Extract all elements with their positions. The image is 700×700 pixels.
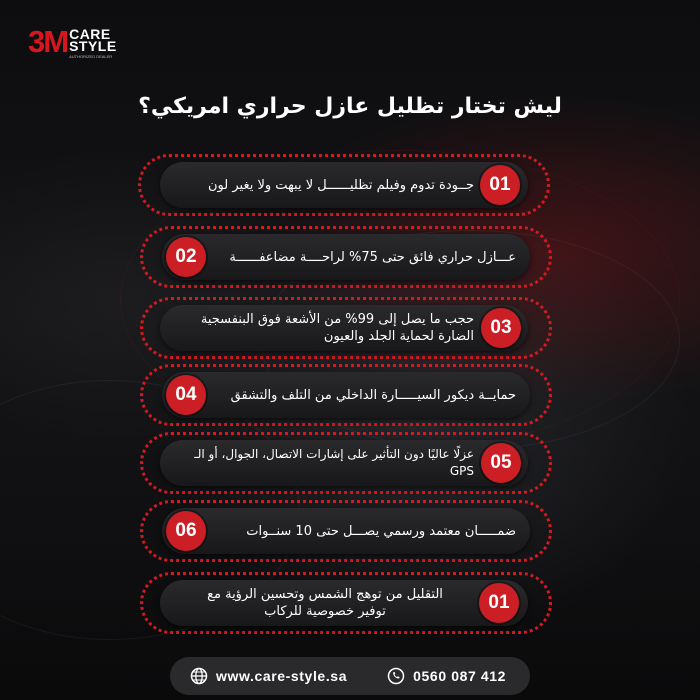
feature-text [176,586,474,620]
website-contact[interactable] [190,667,347,685]
feature-item [0,501,700,561]
phone-icon [387,667,405,685]
feature-text-line: حجب ما يصل إلى 99% من الأشعة فوق البنفسجية [200,312,474,327]
feature-item [0,298,700,358]
feature-item [0,227,700,287]
page-title: ليش تختار تظليل عازل حراري امريكي؟ [138,94,562,119]
feature-pill [162,234,530,280]
number-badge: 01 [480,165,520,205]
feature-text-line: عزلًا عاليًا دون التأثير على إشارات الاتصال، الجوال، أو الـ GPS [194,447,474,478]
number-badge: 04 [166,375,206,415]
feature-pill [160,580,528,626]
feature-pill [160,305,528,351]
logo-tagline: AUTHORIZED DEALER [69,54,113,59]
website-link[interactable]: www.care-style.sa [216,668,348,684]
feature-pill [160,162,528,208]
feature-pill [162,508,530,554]
feature-text-line: التقليل من توهج الشمس وتحسين الرؤية مع [207,587,443,602]
feature-text-line: حمايــة ديكور السيـــــارة الداخلي من التلف والتشقق [230,387,516,403]
number-badge: 03 [481,308,521,348]
logo-care: CARE [69,26,111,42]
number-badge: 05 [481,443,521,483]
phone-contact[interactable] [387,667,506,685]
feature-pill [160,440,528,486]
feature-text [176,311,474,345]
logo-style: STYLE [69,38,117,54]
number-badge: 02 [166,237,206,277]
feature-item [0,365,700,425]
feature-text-line: توفير خصوصية للركاب [264,604,386,619]
feature-item [0,155,700,215]
logo-mark: 3M [28,24,68,59]
feature-text-line: الضارة لحماية الجلد والعيون [323,329,474,344]
feature-item [0,573,700,633]
brand-logo [28,24,117,59]
feature-item [0,433,700,493]
globe-icon [190,667,208,685]
feature-pill [162,372,530,418]
feature-text-line: ضمـــــان معتمد ورسمي يصـــل حتى 10 سنــوات [246,523,516,539]
feature-text-line: جــودة تدوم وفيلم تظليــــــل لا يبهت ولا يغير لون [208,177,474,193]
contact-footer [170,657,530,695]
logo-wordmark [69,28,117,59]
number-badge: 06 [166,511,206,551]
feature-text-line: عـــازل حراري فائق حتى 75% لراحــــة مضاعفــــــة [229,249,516,265]
phone-number[interactable]: 0560 087 412 [413,668,506,684]
number-badge: 01 [479,583,519,623]
